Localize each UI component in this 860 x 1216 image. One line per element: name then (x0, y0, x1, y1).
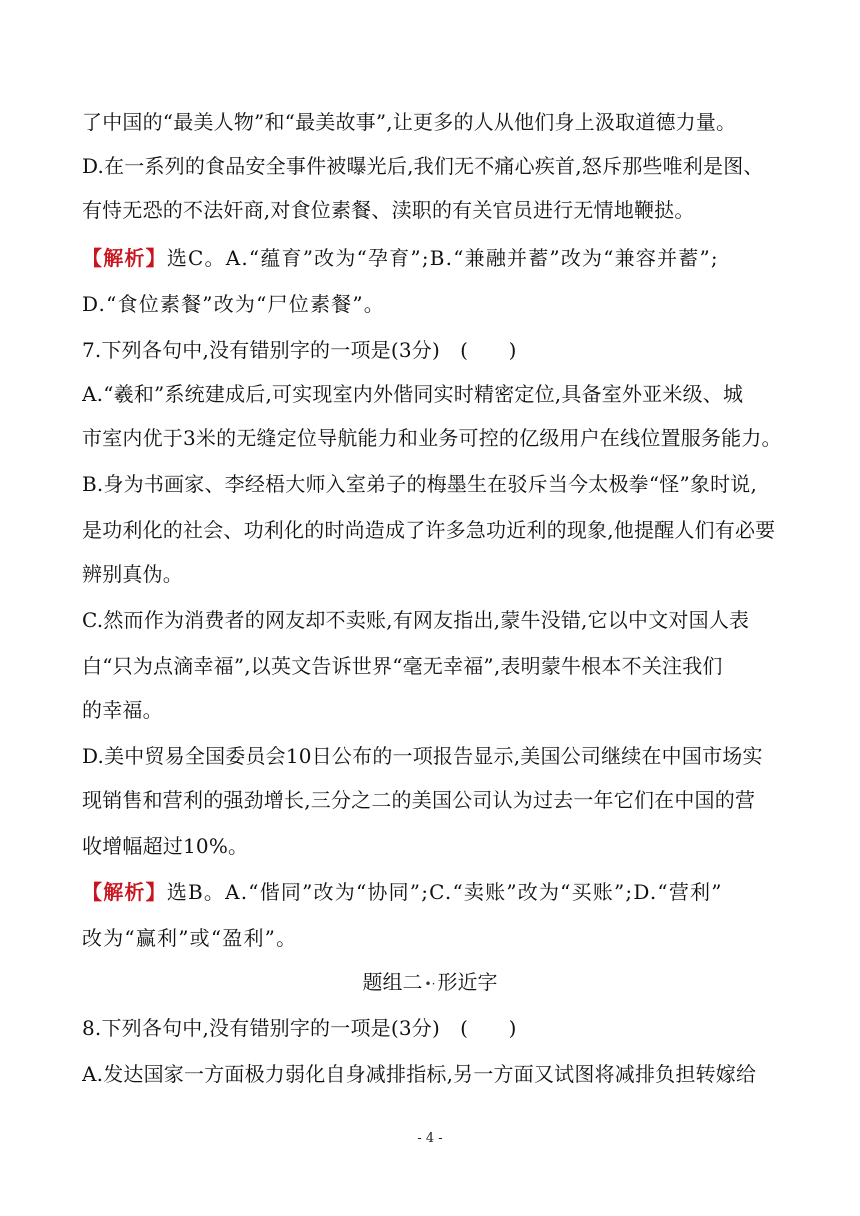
analysis-line: D.“食位素餐”改为“尸位素餐”。 (82, 292, 385, 316)
analysis-line (82, 244, 782, 272)
question-stem: 8.下列各句中,没有错别字的一项是(3分) ( ) (82, 1016, 517, 1040)
text-line: D.在一系列的食品安全事件被曝光后,我们无不痛心疾首,怒斥那些唯利是图、 (82, 154, 764, 178)
analysis-line: 改为“赢利”或“盈利”。 (82, 926, 298, 950)
option-c-line: 白“只为点滴幸福”,以英文告诉世界“毫无幸福”,表明蒙牛根本不关注我们 (82, 654, 723, 678)
option-a-line: A.发达国家一方面极力弱化自身减排指标,另一方面又试图将减排负担转嫁给 (82, 1062, 757, 1086)
analysis-line (82, 878, 782, 906)
option-c-line: 的幸福。 (82, 698, 163, 722)
text-line: 了中国的“最美人物”和“最美故事”,让更多的人从他们身上汲取道德力量。 (82, 110, 737, 134)
analysis-tag: 【解析】 (82, 246, 167, 270)
analysis-text: 选B。A.“偕同”改为“协同”;C.“卖账”改为“买账”;D.“营利” (166, 880, 723, 904)
analysis-text: 选C。A.“蕴育”改为“孕育”;B.“兼融并蓄”改为“兼容并蓄”; (166, 246, 719, 270)
option-d-line: D.美中贸易全国委员会10日公布的一项报告显示,美国公司继续在中国市场实 (82, 744, 763, 768)
option-b-line: 是功利化的社会、功利化的时尚造成了许多急功近利的现象,他提醒人们有必要 (82, 518, 776, 542)
option-a-line: 市室内优于3米的无缝定位导航能力和业务可控的亿级用户在线位置服务能力。 (82, 426, 782, 450)
group-title-right: 形近字 (437, 970, 498, 994)
group-title (0, 968, 860, 998)
text-line: 有恃无恐的不法奸商,对食位素餐、渎职的有关官员进行无情地鞭挞。 (82, 198, 695, 222)
option-d-line: 现销售和营利的强劲增长,三分之二的美国公司认为过去一年它们在中国的营 (82, 788, 756, 812)
question-stem: 7.下列各句中,没有错别字的一项是(3分) ( ) (82, 338, 517, 362)
analysis-tag: 【解析】 (82, 880, 167, 904)
option-a-line: A.“羲和”系统建成后,可实现室内外偕同实时精密定位,具备室外亚米级、城 (82, 382, 744, 406)
option-d-line: 收增幅超过10%。 (82, 834, 249, 858)
option-b-line: 辨别真伪。 (82, 562, 183, 586)
option-b-line: B.身为书画家、李经梧大师入室弟子的梅墨生在驳斥当今太极拳“怪”象时说, (82, 472, 758, 496)
page-number: - 4 - (417, 1131, 443, 1146)
group-title-left: 题组二 (362, 970, 423, 994)
bullet-separator-icon: •· (424, 976, 436, 991)
option-c-line: C.然而作为消费者的网友却不卖账,有网友指出,蒙牛没错,它以中文对国人表 (82, 608, 750, 632)
